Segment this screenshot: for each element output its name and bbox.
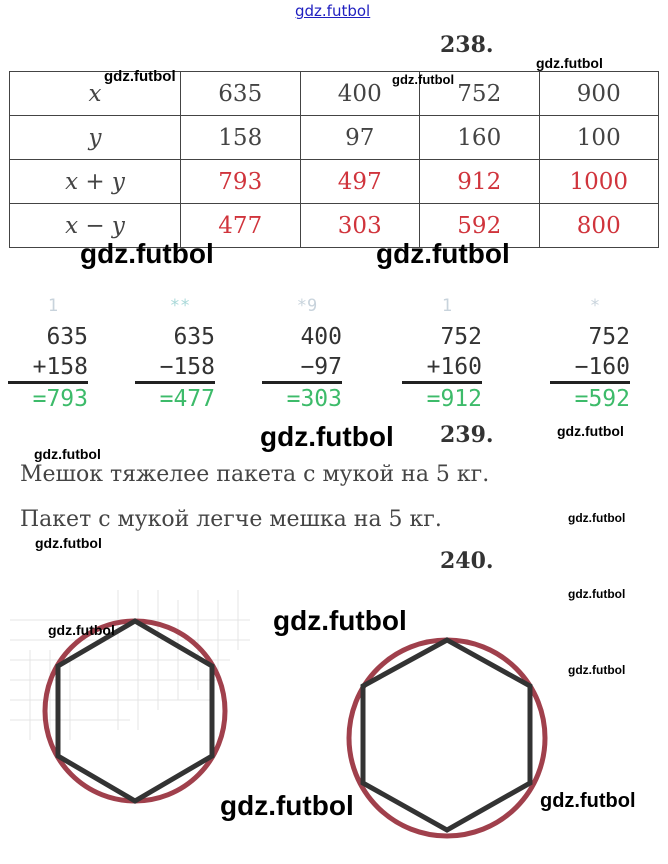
watermark: gdz.futbol xyxy=(260,421,394,452)
table-cell: 900 xyxy=(539,72,659,116)
watermark: gdz.futbol xyxy=(104,68,176,85)
table-cell: 477 xyxy=(181,204,301,248)
hexagon-left xyxy=(58,621,212,801)
result: =793 xyxy=(32,386,88,412)
watermark: gdz.futbol xyxy=(35,535,102,551)
watermark: gdz.futbol xyxy=(568,587,626,601)
watermark: gdz.futbol xyxy=(80,238,214,269)
table-cell: 160 xyxy=(420,116,540,160)
table-cell: 158 xyxy=(181,116,301,160)
xy-table xyxy=(9,71,659,248)
operation-line: −158 xyxy=(135,353,215,384)
carry-digit: 1 xyxy=(47,296,59,316)
table-cell: 793 xyxy=(181,160,301,204)
top-number: 752 xyxy=(588,324,630,350)
table-cell: 100 xyxy=(539,116,659,160)
circle-right xyxy=(349,640,545,836)
result: =303 xyxy=(286,386,342,412)
top-number: 400 xyxy=(300,324,342,350)
watermark: gdz.futbol xyxy=(536,55,603,71)
table-cell: 912 xyxy=(420,160,540,204)
operation-line: +158 xyxy=(8,353,88,384)
top-number: 752 xyxy=(440,324,482,350)
watermark: gdz.futbol xyxy=(34,446,101,462)
operation-line: +160 xyxy=(402,353,482,384)
row-header: x xyxy=(10,72,181,116)
watermark: gdz.futbol xyxy=(540,790,636,812)
carry-digit: *9 xyxy=(296,296,318,316)
top-number: 635 xyxy=(46,324,88,350)
table-cell: 400 xyxy=(300,72,420,116)
column-calculation xyxy=(262,296,342,415)
watermark: gdz.futbol xyxy=(220,790,354,821)
carry-digit: 1 xyxy=(441,296,453,316)
watermark: gdz.futbol xyxy=(557,423,624,439)
table-cell: 97 xyxy=(300,116,420,160)
site-link[interactable]: gdz.futbol xyxy=(295,2,371,20)
hexagon-right xyxy=(363,640,530,830)
row-header: x − y xyxy=(10,204,181,248)
carry-digit: * xyxy=(589,296,601,316)
watermark: gdz.futbol xyxy=(568,663,626,677)
result: =477 xyxy=(159,386,215,412)
result: =592 xyxy=(574,386,630,412)
table-cell: 800 xyxy=(539,204,659,248)
table-cell: 752 xyxy=(420,72,540,116)
carry-digit: ** xyxy=(169,296,191,316)
sentence-heavier: Мешок тяжелее пакета с мукой на 5 кг. xyxy=(20,462,490,487)
result: =912 xyxy=(426,386,482,412)
operation-line: −160 xyxy=(550,353,630,384)
table-cell: 497 xyxy=(300,160,420,204)
watermark: gdz.futbol xyxy=(376,238,510,269)
watermark: gdz.futbol xyxy=(392,72,455,87)
watermark: gdz.futbol xyxy=(273,605,407,636)
problem-number-238: 238. xyxy=(440,32,494,58)
column-calculation xyxy=(550,296,630,415)
table-cell: 592 xyxy=(420,204,540,248)
column-calculation xyxy=(8,296,88,415)
sentence-lighter: Пакет с мукой легче мешка на 5 кг. xyxy=(20,507,442,532)
table-cell: 635 xyxy=(181,72,301,116)
watermark: gdz.futbol xyxy=(568,511,626,525)
circle-left xyxy=(45,621,225,801)
table-row xyxy=(10,160,659,204)
column-calculation xyxy=(135,296,215,415)
problem-number-240: 240. xyxy=(440,548,494,574)
watermark: gdz.futbol xyxy=(48,622,115,638)
top-number: 635 xyxy=(173,324,215,350)
table-cell: 1000 xyxy=(539,160,659,204)
table-row xyxy=(10,116,659,160)
operation-line: −97 xyxy=(262,353,342,384)
row-header: y xyxy=(10,116,181,160)
table-cell: 303 xyxy=(300,204,420,248)
problem-number-239: 239. xyxy=(440,422,494,448)
column-calculation xyxy=(402,296,482,415)
row-header: x + y xyxy=(10,160,181,204)
